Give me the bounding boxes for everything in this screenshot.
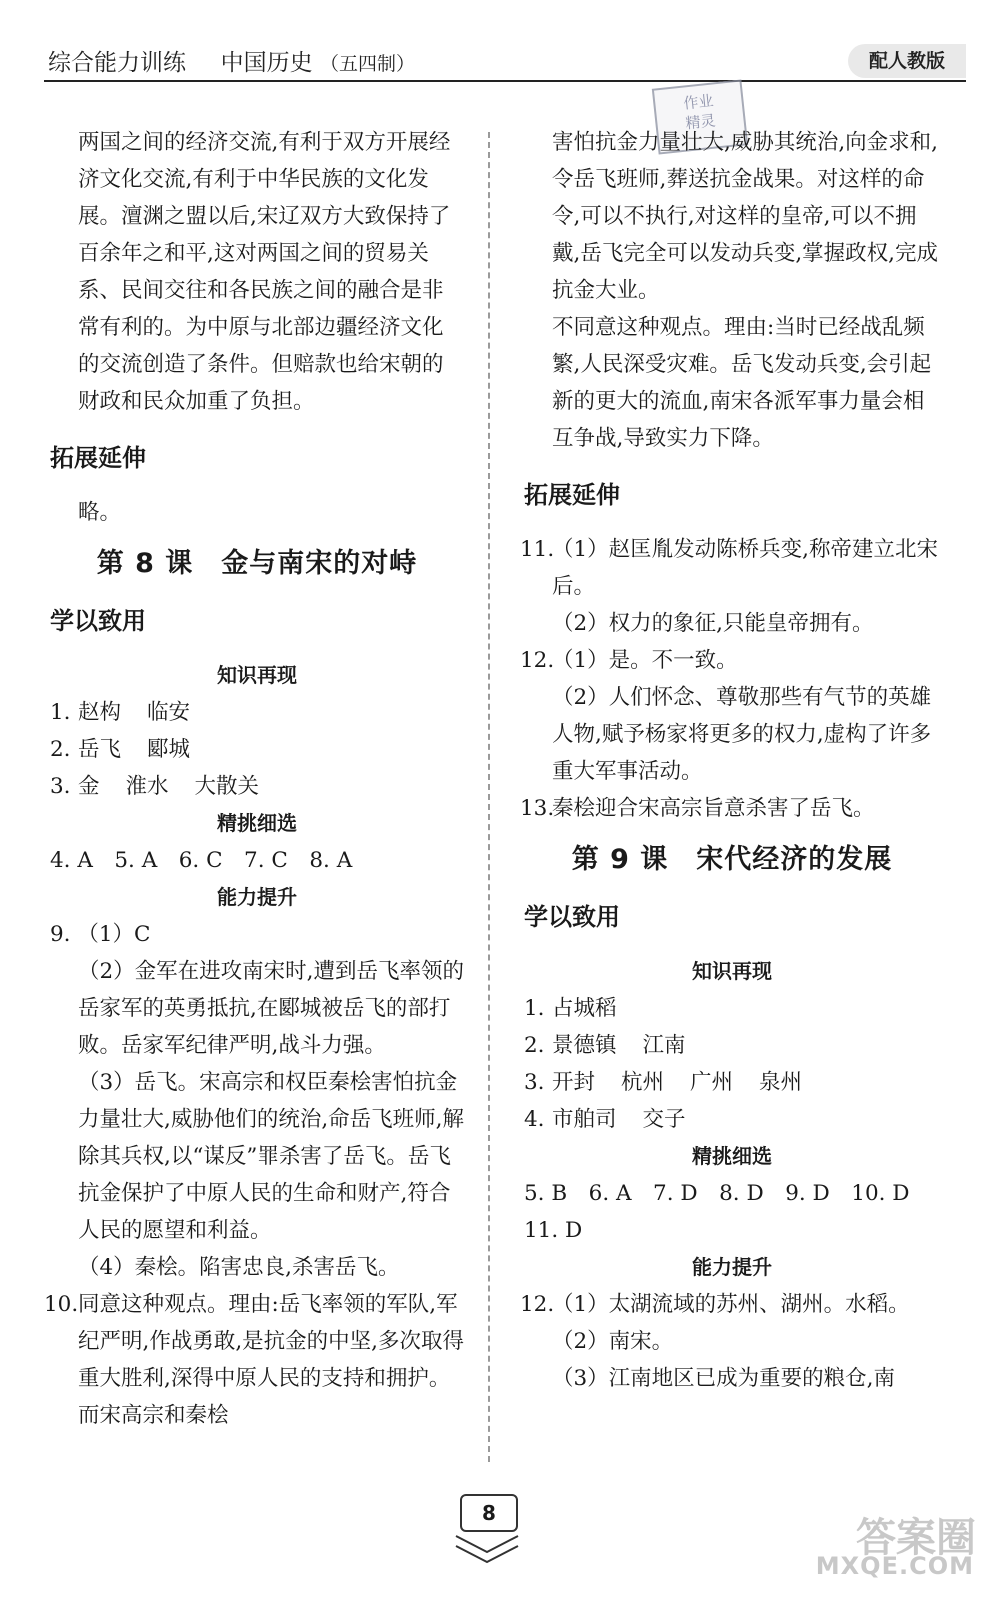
answer-paragraph: （3）岳飞。宋高宗和权臣秦桧害怕抗金力量壮大,威胁他们的统治,命岳飞班师,解除其兵权,以“谋反”罪杀害了岳飞。岳飞抗金保护了中原人民的生命和财产,符合人民的愿望和利益。	[78, 1070, 465, 1243]
answer-line: 3. 金 淮水 大散关	[50, 774, 260, 799]
choice-answers: 5. B 6. A 7. D 8. D 9. D 10. D	[524, 1181, 910, 1206]
header-rule	[44, 80, 966, 82]
edition-badge: 配人教版	[848, 44, 966, 78]
answer-item-10: 10. 同意这种观点。理由:岳飞率领的军队,军纪严明,作战勇敢,是抗金的中坚,多次取得重大胜利,深得中原人民的支持和拥护。而宋高宗和秦桧	[50, 1286, 464, 1434]
left-column	[44, 124, 465, 1434]
section-heading-extension: 拓展延伸	[50, 444, 146, 472]
series-title: 综合能力训练	[48, 50, 186, 76]
subheading-choice: 精挑细选	[217, 811, 297, 835]
answer-paragraph: 同意这种观点。理由:岳飞率领的军队,军纪严明,作战勇敢,是抗金的中坚,多次取得重大胜利,深得中原人民的支持和拥护。而宋高宗和秦桧	[78, 1292, 465, 1428]
site-watermark-url: MXQE.COM	[815, 1552, 974, 1580]
lesson-title-9: 第 9 课 宋代经济的发展	[571, 844, 893, 875]
answer-line: 2. 岳飞 郾城	[50, 737, 191, 762]
section-heading-apply: 学以致用	[50, 607, 146, 635]
answer-item-12b: 12. （1）太湖流域的苏州、湖州。水稻。 （2）南宋。 （3）江南地区已成为重要的粮仓,南	[520, 1292, 910, 1391]
choice-answers: 11. D	[524, 1218, 583, 1243]
lesson-title-8: 第 8 课 金与南宋的对峙	[96, 548, 418, 579]
watermark-stamp: 作业 精灵	[652, 79, 748, 154]
choice-answers: 4. A 5. A 6. C 7. C 8. A	[50, 848, 353, 873]
subheading-choice: 精挑细选	[692, 1144, 772, 1168]
answer-item-11: 11. （1）赵匡胤发动陈桥兵变,称帝建立北宋后。 （2）权力的象征,只能皇帝拥有。	[520, 537, 939, 636]
answer-paragraph: （4）秦桧。陷害忠良,杀害岳飞。	[78, 1255, 400, 1280]
answer-paragraph: （2）金军在进攻南宋时,遭到岳飞率领的岳家军的英勇抵抗,在郾城被岳飞的部打败。岳家军纪律严明,战斗力强。	[78, 959, 465, 1058]
answer-line: 1. 赵构 临安	[50, 700, 191, 725]
edition-label: （五四制）	[319, 53, 415, 75]
answer-line: 9. （1）C	[50, 922, 151, 947]
book-title	[48, 44, 415, 77]
column-divider	[488, 132, 490, 1462]
section-heading-apply: 学以致用	[524, 903, 620, 931]
site-watermark: 答案圈	[856, 1515, 976, 1561]
answer-line: 3. 开封 杭州 广州 泉州	[524, 1070, 803, 1095]
page-header	[0, 0, 996, 80]
section-heading-extension: 拓展延伸	[524, 481, 620, 509]
answer-item-12: 12. （1）是。不一致。 （2）人们怀念、尊敬那些有气节的英雄人物,赋予杨家将更多的权力,虚构了许多重大军事活动。	[520, 648, 932, 784]
answer-omitted: 略。	[78, 500, 122, 525]
subheading-knowledge: 知识再现	[692, 959, 772, 983]
page-footer	[0, 1490, 996, 1600]
answer-paragraph: 害怕抗金力量壮大,威胁其统治,向金求和,令岳飞班师,葬送抗金战果。对这样的命令,可以不执行,对这样的皇帝,可以不拥戴,岳飞完全可以发动兵变,掌握政权,完成抗金大业。	[552, 130, 939, 303]
subject-title: 中国历史	[220, 50, 313, 76]
answer-line: 1. 占城稻	[524, 996, 617, 1021]
answer-line: 4. 市舶司 交子	[524, 1107, 686, 1132]
answer-item-13: 13. 秦桧迎合宋高宗旨意杀害了岳飞。	[520, 796, 875, 821]
answer-line: 2. 景德镇 江南	[524, 1033, 686, 1058]
subheading-ability: 能力提升	[217, 885, 297, 909]
chevron-down-icon	[452, 1532, 522, 1572]
subheading-ability: 能力提升	[692, 1255, 772, 1279]
answer-paragraph: 两国之间的经济交流,有利于双方开展经济文化交流,有利于中华民族的文化发展。澶渊之盟以后,宋辽双方大致保持了百余年之和平,这对两国之间的贸易关系、民间交往和各民族之间的融合是非常有利的。为中原与北部边疆经济文化的交流创造了条件。但赔款也给宋朝的财政和民众加重了负担。	[78, 130, 451, 414]
subheading-knowledge: 知识再现	[217, 663, 297, 687]
answer-paragraph: 不同意这种观点。理由:当时已经战乱频繁,人民深受灾难。岳飞发动兵变,会引起新的更大的流血,南宋各派军事力量会相互争战,导致实力下降。	[552, 315, 932, 451]
right-column	[520, 124, 940, 1397]
page-number: 8	[460, 1494, 518, 1532]
